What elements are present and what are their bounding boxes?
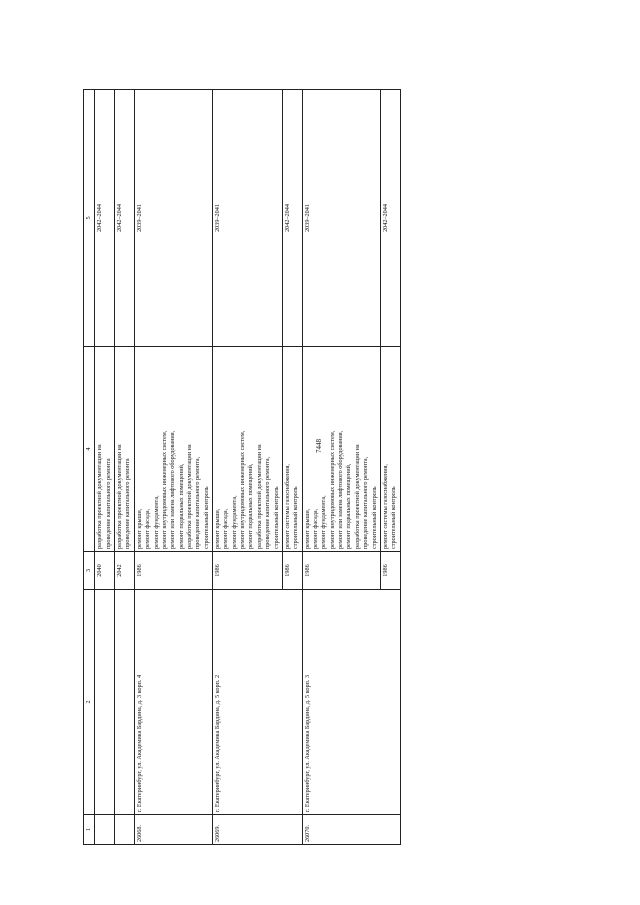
repair-works xyxy=(282,347,302,552)
repair-work-item: разработка проектной документации на xyxy=(116,444,124,549)
table-row xyxy=(95,90,115,845)
table-row xyxy=(115,90,135,845)
repair-work-item: ремонт системы газоснабжения, xyxy=(283,464,291,549)
commissioning-year: 1986 xyxy=(282,552,302,590)
repair-work-item: ремонт фундамента, xyxy=(152,495,160,549)
repair-works xyxy=(134,347,212,552)
table-row xyxy=(213,90,283,845)
building-address xyxy=(95,590,115,815)
planned-period: 2042–2044 xyxy=(282,90,302,347)
planned-period: 2042–2044 xyxy=(380,90,400,347)
planned-period: 2042–2044 xyxy=(95,90,115,347)
column-number: 4 xyxy=(84,347,95,552)
repair-work-item: ремонт фасада, xyxy=(222,508,230,549)
repair-works xyxy=(95,347,115,552)
repair-work-item: ремонт внутридомовых инженерных систем, xyxy=(328,430,336,549)
repair-work-item: ремонт системы газоснабжения, xyxy=(381,464,389,549)
planned-period: 2039–2041 xyxy=(134,90,212,347)
repair-work-item: разработка проектной документации на xyxy=(353,444,361,549)
planned-period: 2039–2041 xyxy=(213,90,283,347)
repair-works xyxy=(115,347,135,552)
commissioning-year: 1986 xyxy=(380,552,400,590)
repair-work-item: ремонт крыши, xyxy=(303,508,311,549)
row-number xyxy=(115,815,135,845)
column-number: 2 xyxy=(84,590,95,815)
repair-work-item: разработка проектной документации на xyxy=(185,444,193,549)
repair-work-item: ремонт крыши, xyxy=(135,508,143,549)
repair-works xyxy=(302,347,380,552)
repair-work-item: ремонт или замена лифтового оборудования, xyxy=(337,430,345,549)
planned-period: 2042–2044 xyxy=(115,90,135,347)
column-number: 3 xyxy=(84,552,95,590)
commissioning-year: 2040 xyxy=(95,552,115,590)
repair-works xyxy=(213,347,283,552)
repair-work-item: ремонт или замена лифтового оборудования, xyxy=(169,430,177,549)
repair-work-item: ремонт подвальных помещений, xyxy=(177,463,185,549)
repair-works xyxy=(380,347,400,552)
building-address: г. Екатеринбург, ул. Академика Бардина, д. 5 корп. 3 xyxy=(302,590,400,815)
building-address: г. Екатеринбург, ул. Академика Бардина, д. 3 корп. 4 xyxy=(134,590,212,815)
repair-work-item: проведение капитального ремонта xyxy=(124,458,132,549)
repair-work-item: ремонт внутридомовых инженерных систем, xyxy=(239,430,247,549)
repair-work-item: строительный контроль xyxy=(370,486,378,549)
column-number-row xyxy=(84,90,95,845)
rotated-table-sheet xyxy=(83,90,553,845)
repair-work-item: строительный контроль xyxy=(272,486,280,549)
repair-work-item: ремонт подвальных помещений, xyxy=(247,463,255,549)
table-row xyxy=(134,90,212,845)
building-address xyxy=(115,590,135,815)
planned-period: 2039–2041 xyxy=(302,90,380,347)
row-number xyxy=(95,815,115,845)
repair-work-item: ремонт фундамента, xyxy=(230,495,238,549)
repair-work-item: строительный контроль xyxy=(202,486,210,549)
repair-work-item: разработка проектной документации на xyxy=(255,444,263,549)
repair-work-item: проведение капитального ремонта, xyxy=(264,456,272,549)
table-body xyxy=(95,90,400,845)
page-number: 7448 xyxy=(315,439,323,453)
repair-work-item: строительный контроль xyxy=(390,486,398,549)
repair-work-item: ремонт фундамента, xyxy=(320,495,328,549)
commissioning-year: 1986 xyxy=(213,552,283,590)
capital-repair-table xyxy=(83,89,401,845)
repair-work-item: разработка проектной документации на xyxy=(96,444,104,549)
repair-work-item: ремонт внутридомовых инженерных систем, xyxy=(160,430,168,549)
table-row xyxy=(302,90,380,845)
repair-work-item: ремонт фасада, xyxy=(311,508,319,549)
repair-work-item: проведение капитального ремонта, xyxy=(362,456,370,549)
repair-work-item: ремонт крыши, xyxy=(214,508,222,549)
repair-work-item: строительный контроль xyxy=(292,486,300,549)
commissioning-year: 2042 xyxy=(115,552,135,590)
repair-work-item: ремонт подвальных помещений, xyxy=(345,463,353,549)
row-number: 26069. xyxy=(213,815,303,845)
column-number: 5 xyxy=(84,90,95,347)
repair-work-item: проведение капитального ремонта, xyxy=(194,456,202,549)
repair-work-item: проведение капитального ремонта xyxy=(104,458,112,549)
repair-work-item: ремонт фасада, xyxy=(144,508,152,549)
row-number: 26068. xyxy=(134,815,212,845)
commissioning-year: 1986 xyxy=(134,552,212,590)
building-address: г. Екатеринбург, ул. Академика Бардина, д. 5 корп. 2 xyxy=(213,590,303,815)
row-number: 26070. xyxy=(302,815,400,845)
column-number: 1 xyxy=(84,815,95,845)
commissioning-year: 1986 xyxy=(302,552,380,590)
